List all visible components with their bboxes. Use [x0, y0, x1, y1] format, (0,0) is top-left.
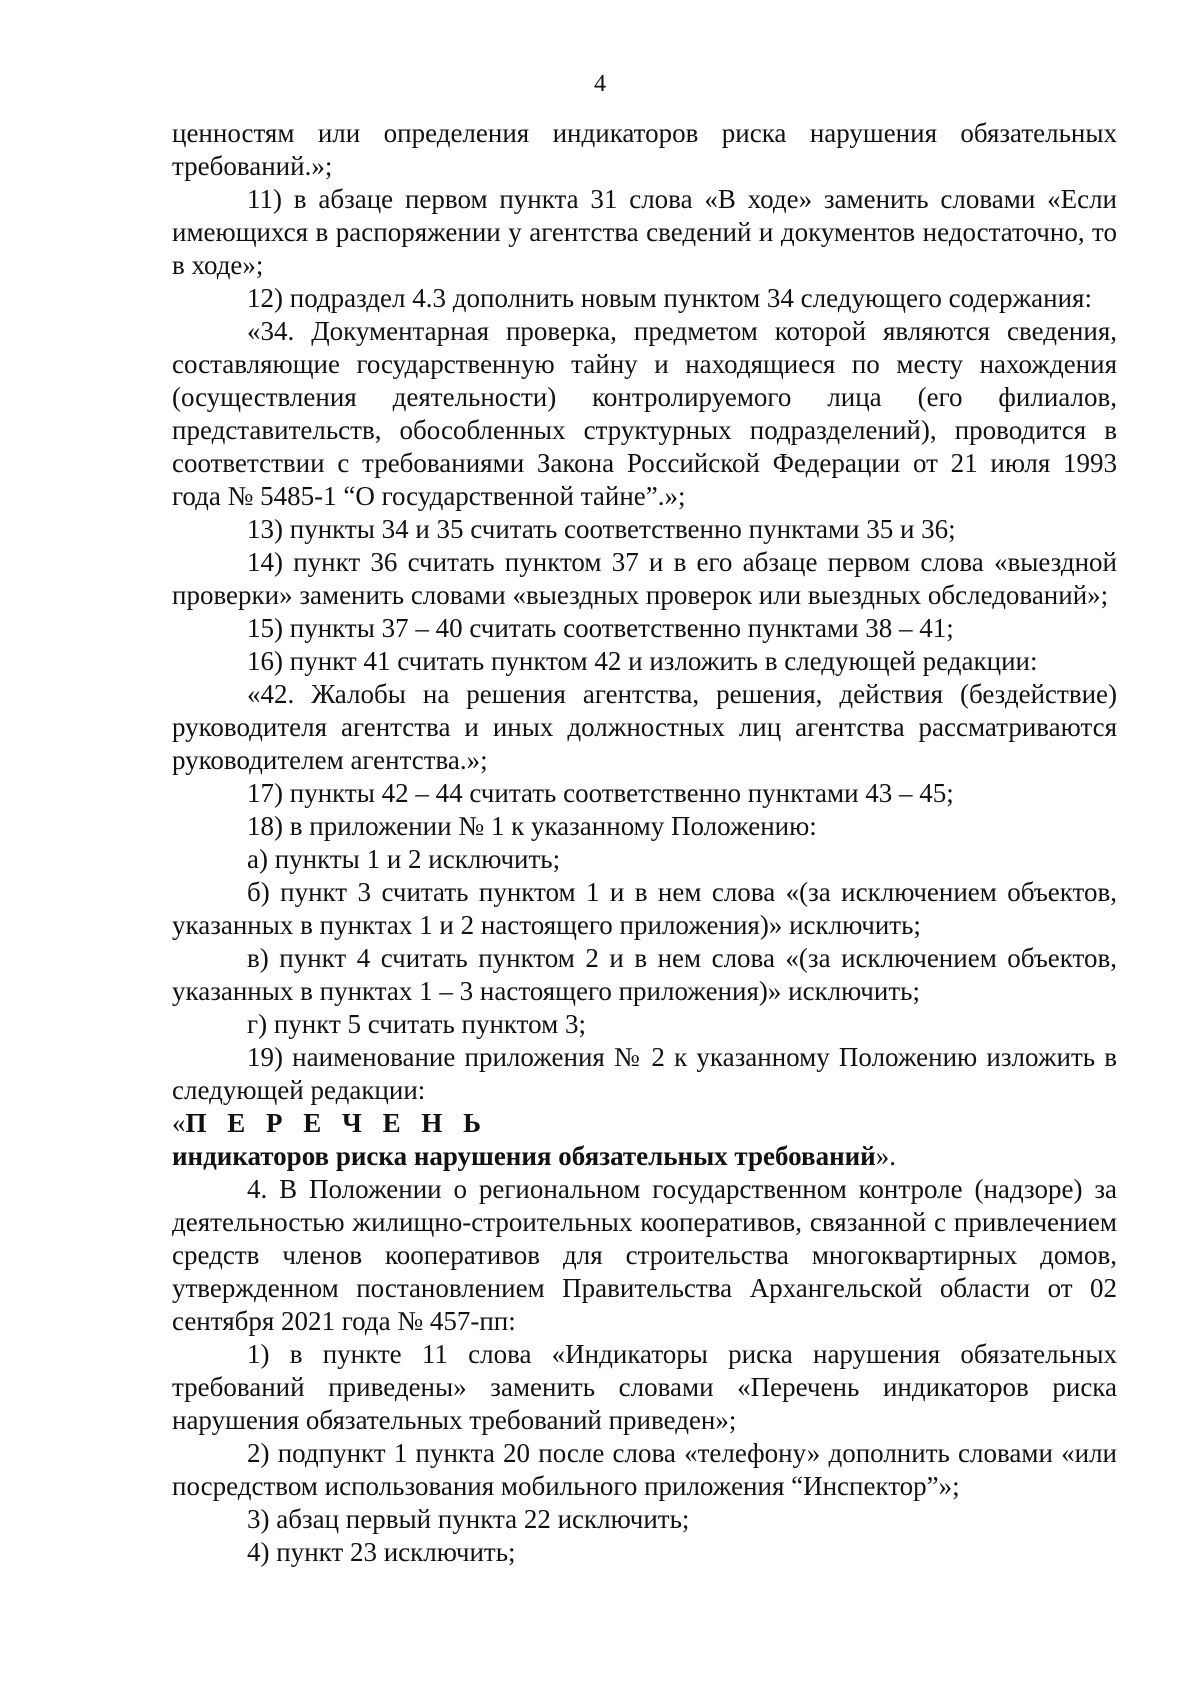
paragraph-item-12: 12) подраздел 4.3 дополнить новым пунктом 34 следующего содержания: [247, 283, 1092, 313]
paragraph-s4-item-4: 4) пункт 23 исключить; [247, 1537, 516, 1567]
paragraph-section-4: 4. В Положении о региональном государственном контроле (надзоре) за деятельностью жилищно-строительных кооперативов, связанной с привлечением средств членов кооперативов для строительства многоквартирных домов, утвержденном постановлением Правительства Архангельской области от 02 сентября 2021 года № 457-пп: [172, 1174, 1117, 1336]
paragraph-s4-item-2: 2) подпункт 1 пункта 20 после слова «телефону» дополнить словами «или посредством использования мобильного приложения “Инспектор”»; [172, 1438, 1117, 1501]
paragraph-item-16: 16) пункт 41 считать пунктом 42 и изложить в следующей редакции: [247, 646, 1038, 676]
heading-title: П Е Р Е Ч Е Н Ь [185, 1108, 488, 1138]
paragraph-s4-item-1: 1) в пункте 11 слова «Индикаторы риска нарушения обязательных требований приведены» заменить словами «Перечень индикаторов риска нарушения обязательных требований приведен»; [172, 1339, 1117, 1435]
paragraph-item-18: 18) в приложении № 1 к указанному Положению: [247, 811, 817, 841]
heading-close: ». [875, 1141, 896, 1171]
list-heading-title [172, 1107, 1117, 1140]
paragraph-quoted-34: «34. Документарная проверка, предметом которой являются сведения, составляющие государственную тайну и находящиеся по месту нахождения (осуществления деятельности) контролируемого лица (его филиалов, представительств, обособленных структурных подразделений), проводится в соответствии с требованиями Закона Российской Федерации от 21 июля 1993 года № 5485-1 “О государственной тайне”.»; [172, 316, 1117, 511]
paragraph-subitem-b: б) пункт 3 считать пунктом 1 и в нем слова «(за исключением объектов, указанных в пунктах 1 и 2 настоящего приложения)» исключить; [172, 877, 1117, 940]
page-number: 4 [594, 71, 606, 97]
paragraph-s4-item-3: 3) абзац первый пункта 22 исключить; [247, 1504, 690, 1534]
paragraph-item-14: 14) пункт 36 считать пунктом 37 и в его абзаце первом слова «выездной проверки» заменить словами «выездных проверок или выездных обследований»; [172, 547, 1117, 610]
heading-subtitle: индикаторов риска нарушения обязательных требований [172, 1141, 876, 1171]
paragraph-item-13: 13) пункты 34 и 35 считать соответственно пунктами 35 и 36; [247, 514, 956, 544]
paragraph-subitem-a: а) пункты 1 и 2 исключить; [247, 844, 561, 874]
heading-open-quote: « [172, 1108, 186, 1138]
list-heading-subtitle [172, 1140, 1117, 1173]
paragraph-item-15: 15) пункты 37 – 40 считать соответственно пунктами 38 – 41; [247, 613, 954, 643]
paragraph-quoted-42: «42. Жалобы на решения агентства, решения, действия (бездействие) руководителя агентства и иных должностных лиц агентства рассматриваются руководителем агентства.»; [172, 679, 1117, 775]
paragraph-continuation: ценностям или определения индикаторов риска нарушения обязательных требований.»; [172, 118, 1117, 181]
paragraph-subitem-g: г) пункт 5 считать пунктом 3; [247, 1009, 586, 1039]
document-body [172, 117, 1117, 1569]
paragraph-item-19: 19) наименование приложения № 2 к указанному Положению изложить в следующей редакции: [172, 1042, 1117, 1105]
paragraph-subitem-v: в) пункт 4 считать пунктом 2 и в нем слова «(за исключением объектов, указанных в пунктах 1 – 3 настоящего приложения)» исключить; [172, 943, 1117, 1006]
paragraph-item-17: 17) пункты 42 – 44 считать соответственно пунктами 43 – 45; [247, 778, 954, 808]
paragraph-item-11: 11) в абзаце первом пункта 31 слова «В ходе» заменить словами «Если имеющихся в распоряжении у агентства сведений и документов недостаточно, то в ходе»; [172, 184, 1117, 280]
